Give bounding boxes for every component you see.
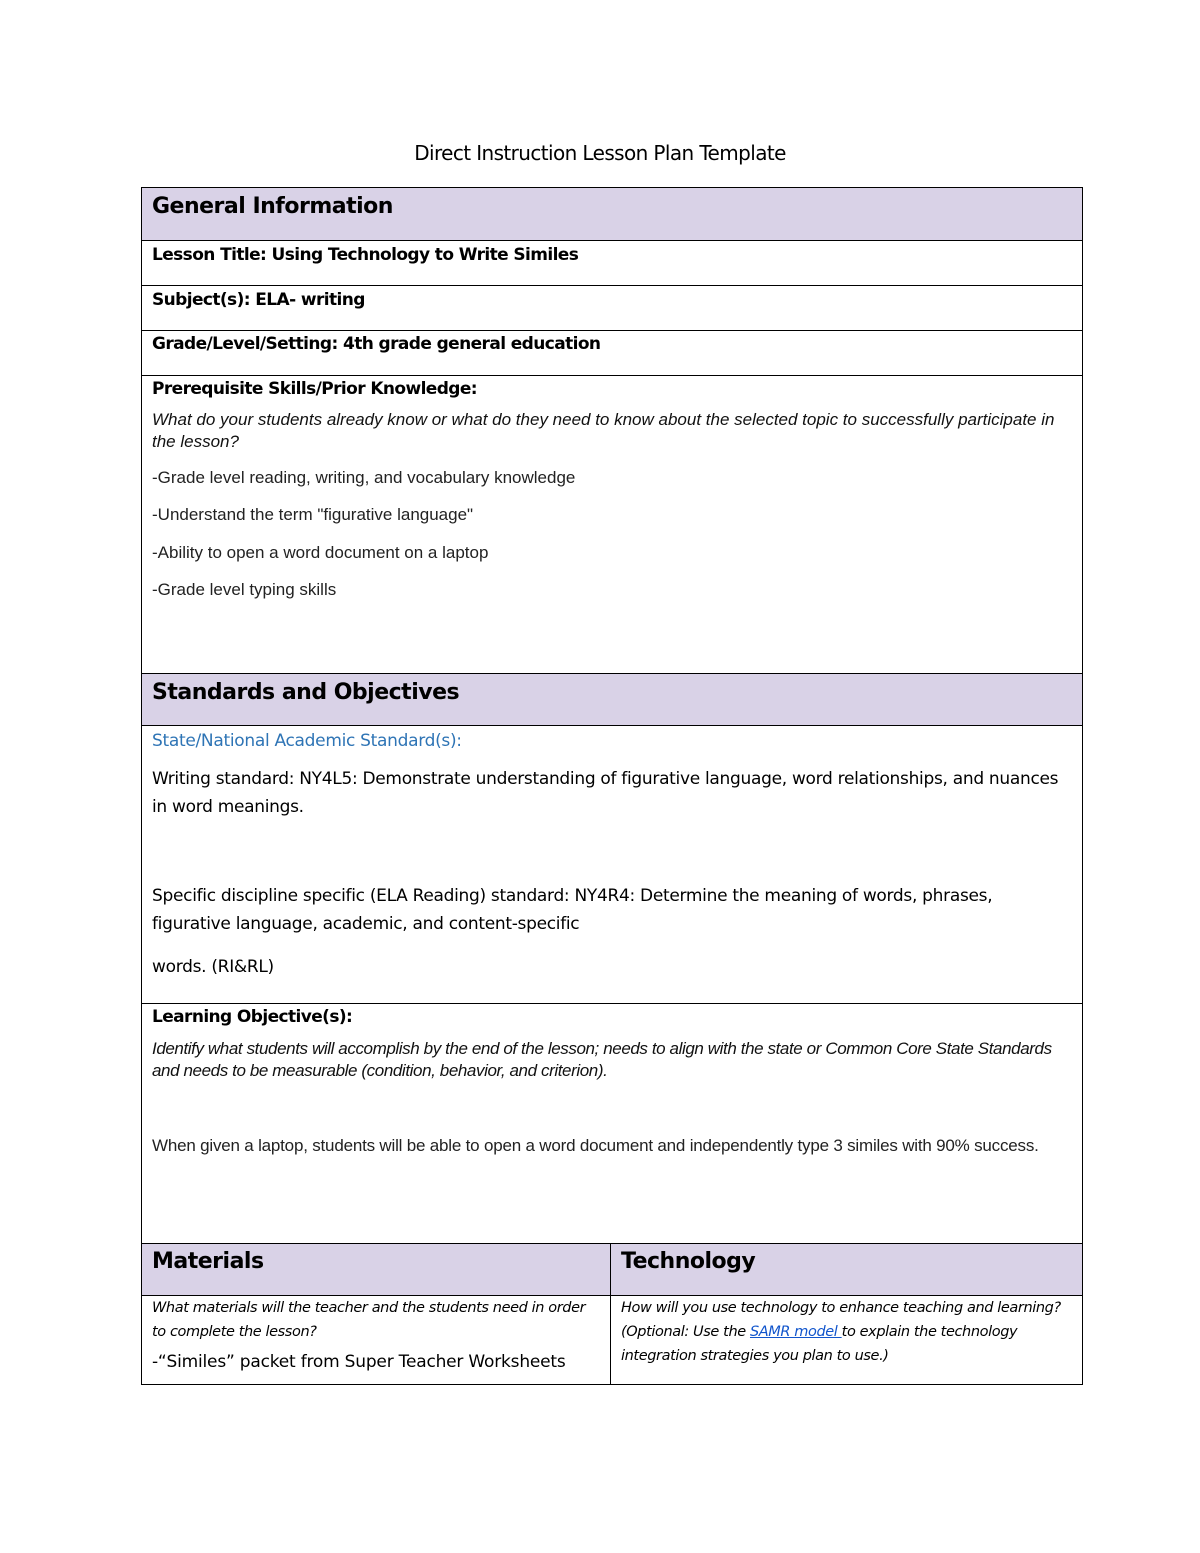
prerequisite-item: -Understand the term "figurative language" [152,505,474,524]
technology-prompt-start: How will you use technology to enhance teaching and learning? (Optional: Use the [621,1300,1061,1340]
prerequisite-prompt: What do your students already know or what do they need to know about the selected topic to successfully participate in the lesson? [152,410,1055,451]
technology-prompt-end: to explain the technology integration strategies you plan to use.) [621,1324,1018,1364]
lesson-plan-table [141,187,1083,1385]
lesson-title-row [142,241,1083,286]
prerequisite-item: -Ability to open a word document on a laptop [152,543,489,562]
section-heading: Materials [152,1249,264,1274]
materials-item: -“Similes” packet from Super Teacher Worksheets [152,1352,566,1372]
prerequisite-item: -Grade level typing skills [152,580,337,599]
subject-row [142,286,1083,331]
samr-model-link[interactable]: SAMR model [749,1324,842,1340]
technology-header [611,1244,1083,1296]
writing-standard: Writing standard: NY4L5: Demonstrate understanding of figurative language, word relationships, and nuances in word meanings. [152,769,1059,817]
reading-standard-continued: words. (RI&RL) [152,957,274,977]
learning-objective-label: Learning Objective(s): [152,1007,353,1027]
lesson-title-value: Using Technology to Write Similes [271,245,579,265]
section-heading: Standards and Objectives [152,680,460,705]
materials-prompt: What materials will the teacher and the students need in order to complete the lesson? [152,1300,586,1340]
standards-row [142,726,1083,1004]
subject-value: ELA- writing [255,290,365,310]
section-heading: General Information [152,194,393,219]
learning-objective-row [142,1004,1083,1244]
technology-cell [611,1296,1083,1385]
grade-value: 4th grade general education [342,334,601,354]
section-general-information [142,188,1083,241]
section-heading: Technology [621,1249,756,1274]
materials-cell [142,1296,611,1385]
prerequisite-row [142,376,1083,674]
prerequisite-item: -Grade level reading, writing, and vocabulary knowledge [152,468,576,487]
subject-label: Subject(s): [152,290,250,310]
lesson-title-label: Lesson Title: [152,245,267,265]
grade-row [142,331,1083,376]
grade-label: Grade/Level/Setting: [152,334,338,354]
document-title: Direct Instruction Lesson Plan Template [414,141,786,165]
state-standard-label: State/National Academic Standard(s): [152,731,462,751]
learning-objective-text: When given a laptop, students will be able to open a word document and independently type 3 similes with 90% success. [152,1136,1039,1155]
prerequisite-label: Prerequisite Skills/Prior Knowledge: [152,379,477,399]
reading-standard: Specific discipline specific (ELA Reading) standard: NY4R4: Determine the meaning of words, phrases, figurative language, academic, and content-specific [152,886,993,934]
section-standards-objectives [142,674,1083,726]
learning-objective-prompt: Identify what students will accomplish by the end of the lesson; needs to align with the state or Common Core State Standards and needs to be measurable (condition, behavior, and criterion). [152,1039,1052,1080]
materials-header [142,1244,611,1296]
technology-prompt [621,1296,1072,1368]
